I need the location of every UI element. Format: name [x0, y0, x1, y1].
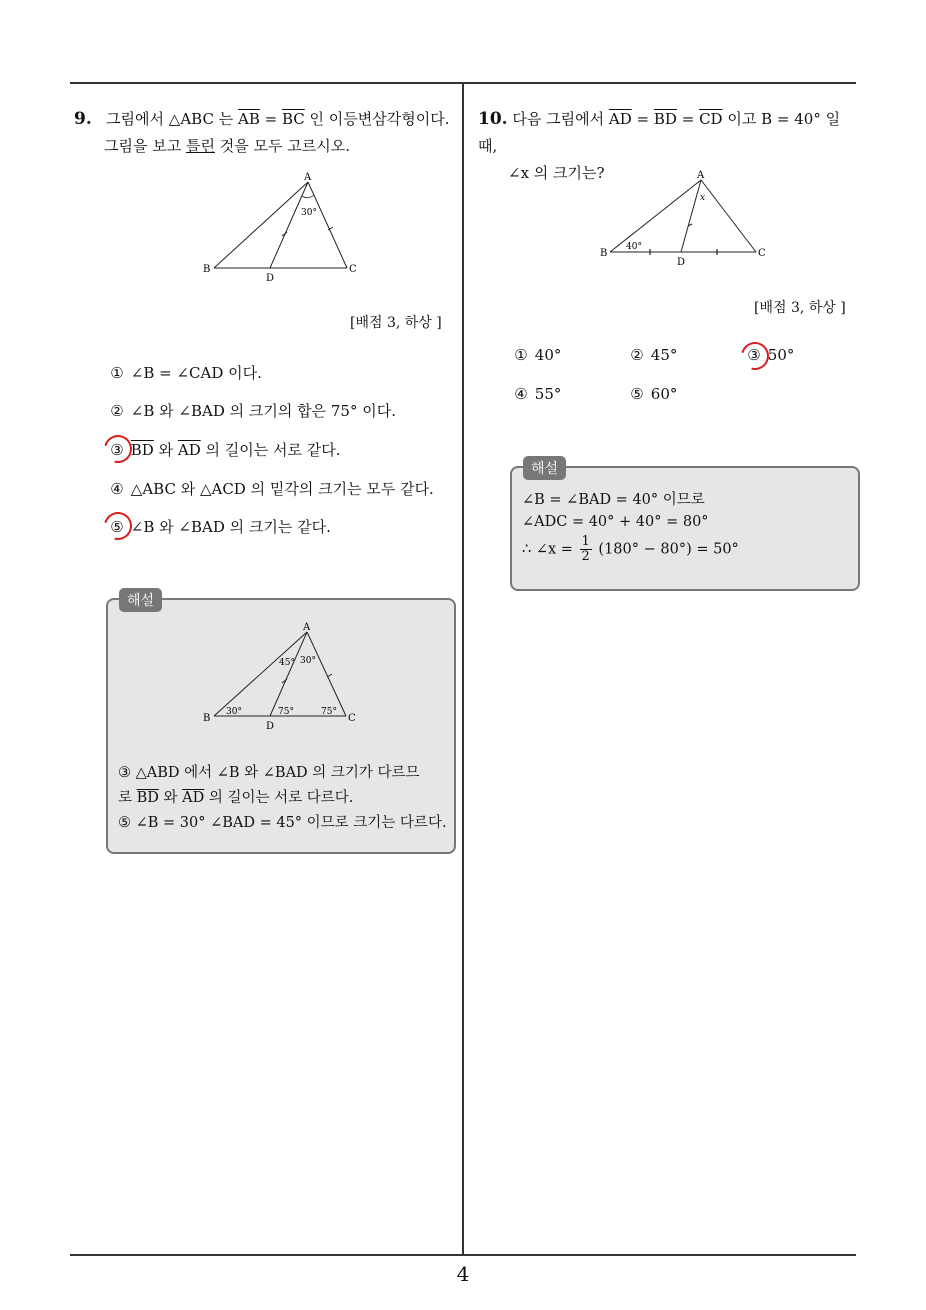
vertex-label: B: [203, 264, 211, 275]
vertex-label: C: [348, 713, 356, 724]
segment-label: $\overline{BD}$: [653, 110, 677, 128]
question-9-figure: [200, 170, 370, 285]
solution-line-3: ∴ ∠x = $\frac{1}{2}$ (180° − 80°) = 50°: [522, 534, 739, 564]
vertex-label: A: [303, 622, 311, 633]
vertex-label: A: [697, 170, 705, 181]
score-label: [배점 3, 하상 ]: [350, 315, 442, 331]
score-label: [배점 3, 하상 ]: [754, 300, 846, 316]
question-10-text: 10. 다음 그림에서 $\overline{AD} = \overline{BD} = \overline{CD}$ 이고 B = 40° 일 때, ∠x 의 크기는?: [478, 109, 841, 182]
vertex-label: D: [677, 257, 686, 268]
segment-label: $\overline{CD}$: [699, 110, 723, 128]
segment-label: $\overline{AB}$: [237, 110, 260, 128]
angle-label: 75°: [321, 707, 337, 717]
vertex-label: D: [266, 273, 275, 284]
answer-mark-icon: [99, 507, 137, 545]
solution-tag: 해설: [119, 588, 162, 612]
solution-line-1: ∠B = ∠BAD = 40° 이므로: [522, 492, 705, 508]
solution-tag: 해설: [523, 456, 566, 480]
option-5[interactable]: ⑤ 60°: [630, 385, 678, 403]
vertex-label: B: [203, 713, 211, 724]
answer-mark-icon: [99, 430, 137, 468]
option-5[interactable]: ⑤ ∠B 와 ∠BAD 의 크기는 같다.: [110, 518, 331, 536]
angle-label: 75°: [278, 707, 294, 717]
angle-label: 30°: [300, 656, 316, 666]
solution-figure: [200, 620, 370, 730]
underlined-word: 틀린: [186, 137, 215, 155]
vertex-label: C: [758, 248, 766, 259]
segment-label: $\overline{BC}$: [281, 110, 305, 128]
fraction: $\frac{1}{2}$: [581, 534, 590, 564]
angle-label: 45°: [279, 658, 295, 668]
question-10-figure: [596, 168, 776, 268]
vertex-label: B: [600, 248, 608, 259]
page-number: 4: [456, 1262, 470, 1286]
option-1[interactable]: ① 40°: [514, 346, 562, 364]
option-3[interactable]: ③ 50°: [747, 346, 795, 364]
angle-label: 40°: [626, 242, 642, 252]
angle-label: x: [700, 193, 706, 203]
question-9-text: 9. 그림에서 △ABC 는 $\overline{AB} = \overline{BC}$ 인 이등변삼각형이다. 그림을 보고 틀린 것을 모두 고르시오.: [74, 109, 450, 155]
center-divider: [462, 84, 464, 1256]
option-3[interactable]: ③ $\overline{BD}$ 와 $\overline{AD}$ 의 길이는 서로 같다.: [110, 441, 341, 459]
bottom-rule: [70, 1254, 856, 1256]
angle-label: 30°: [301, 208, 317, 218]
question-9: [74, 106, 458, 160]
angle-label: 30°: [226, 707, 242, 717]
question-number: 9.: [74, 109, 92, 129]
option-2[interactable]: ② 45°: [630, 346, 678, 364]
option-4[interactable]: ④ 55°: [514, 385, 562, 403]
answer-mark-icon: [736, 337, 774, 375]
option-4[interactable]: ④ △ABC 와 △ACD 의 밑각의 크기는 모두 같다.: [110, 480, 434, 498]
solution-line-3: ⑤ ∠B = 30° ∠BAD = 45° 이므로 크기는 다르다.: [118, 815, 447, 831]
segment-label: $\overline{AD}$: [608, 110, 632, 128]
solution-line-2: ∠ADC = 40° + 40° = 80°: [522, 514, 709, 530]
question-number: 10.: [478, 109, 508, 129]
solution-line-1: ③ △ABD 에서 ∠B 와 ∠BAD 의 크기가 다르므: [118, 765, 420, 781]
vertex-label: C: [349, 264, 357, 275]
vertex-label: D: [266, 721, 275, 730]
option-2[interactable]: ② ∠B 와 ∠BAD 의 크기의 합은 75° 이다.: [110, 402, 396, 420]
option-1[interactable]: ① ∠B = ∠CAD 이다.: [110, 364, 262, 382]
solution-line-2: 로 $\overline{BD}$ 와 $\overline{AD}$ 의 길이는 서로 다르다.: [118, 790, 354, 806]
vertex-label: A: [304, 172, 312, 183]
